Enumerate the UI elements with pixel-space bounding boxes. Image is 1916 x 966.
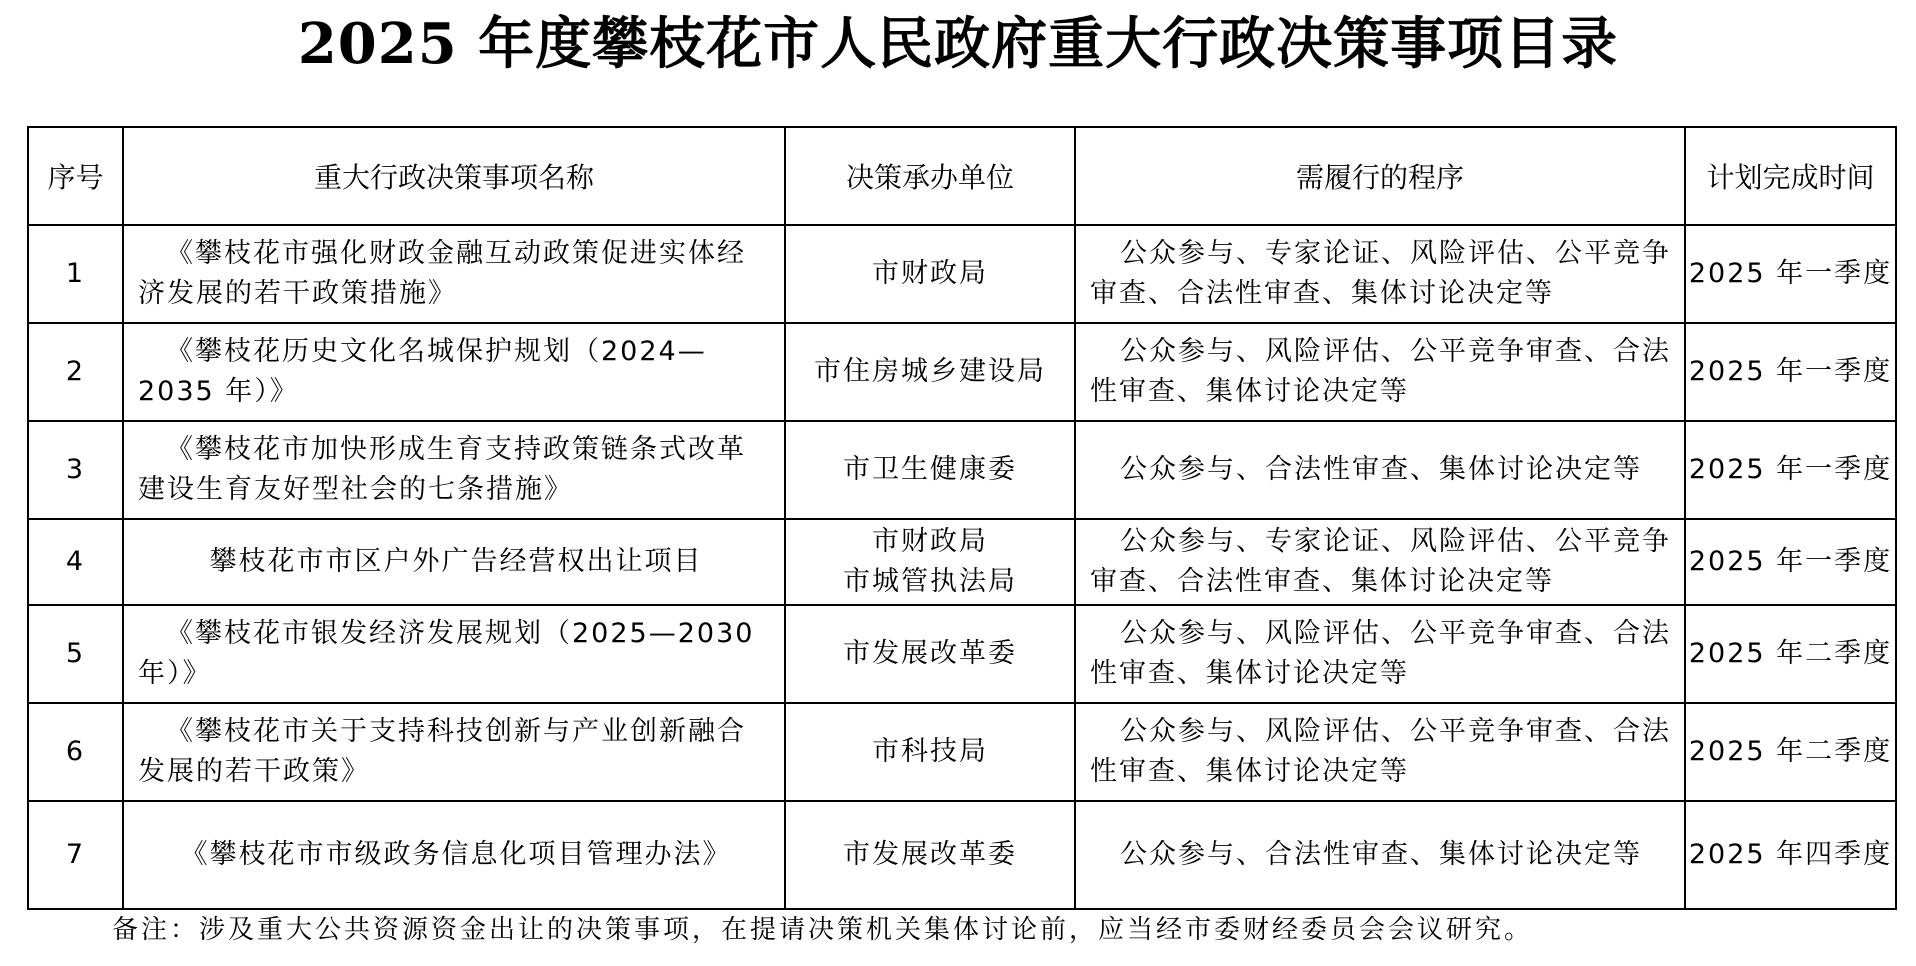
- cell-name: 《攀枝花市加快形成生育支持政策链条式改革建设生育友好型社会的七条措施》: [123, 421, 785, 519]
- table-row: [28, 225, 1896, 323]
- cell-no: 4: [28, 519, 123, 605]
- unit-line: 市科技局: [872, 736, 988, 767]
- table-row: [28, 421, 1896, 519]
- unit-line: 市财政局: [872, 258, 988, 289]
- cell-name: 《攀枝花市市级政务信息化项目管理办法》: [123, 801, 785, 909]
- cell-procedure: 公众参与、专家论证、风险评估、公平竞争审查、合法性审查、集体讨论决定等: [1075, 519, 1685, 605]
- page-title: 2025 年度攀枝花市人民政府重大行政决策事项目录: [297, 11, 1619, 77]
- cell-unit: [785, 519, 1075, 605]
- cell-procedure: 公众参与、风险评估、公平竞争审查、合法性审查、集体讨论决定等: [1075, 323, 1685, 421]
- unit-line: 市发展改革委: [843, 638, 1017, 669]
- header-no: 序号: [28, 127, 123, 225]
- cell-unit: [785, 225, 1075, 323]
- cell-time: 2025 年四季度: [1685, 801, 1896, 909]
- table-row: [28, 519, 1896, 605]
- cell-name: 攀枝花市市区户外广告经营权出让项目: [123, 519, 785, 605]
- cell-name: 《攀枝花历史文化名城保护规划（2024—2035 年）》: [123, 323, 785, 421]
- cell-procedure: 公众参与、风险评估、公平竞争审查、合法性审查、集体讨论决定等: [1075, 605, 1685, 703]
- cell-no: 7: [28, 801, 123, 909]
- table-row: [28, 801, 1896, 909]
- cell-time: 2025 年二季度: [1685, 703, 1896, 801]
- table-row: [28, 605, 1896, 703]
- cell-no: 6: [28, 703, 123, 801]
- cell-time: 2025 年一季度: [1685, 421, 1896, 519]
- cell-procedure: 公众参与、风险评估、公平竞争审查、合法性审查、集体讨论决定等: [1075, 703, 1685, 801]
- cell-time: 2025 年一季度: [1685, 323, 1896, 421]
- unit-line: 市卫生健康委: [843, 454, 1017, 485]
- cell-unit: [785, 421, 1075, 519]
- unit-line: 市发展改革委: [843, 839, 1017, 870]
- cell-unit: [785, 323, 1075, 421]
- decision-table: [27, 126, 1897, 910]
- table-row: [28, 703, 1896, 801]
- unit-line: 市财政局: [872, 526, 988, 557]
- cell-time: 2025 年一季度: [1685, 225, 1896, 323]
- cell-no: 5: [28, 605, 123, 703]
- header-procedure: 需履行的程序: [1075, 127, 1685, 225]
- unit-line: 市住房城乡建设局: [814, 356, 1046, 387]
- header-unit: 决策承办单位: [785, 127, 1075, 225]
- cell-unit: [785, 703, 1075, 801]
- cell-unit: [785, 605, 1075, 703]
- table-row: [28, 323, 1896, 421]
- cell-name: 《攀枝花市关于支持科技创新与产业创新融合发展的若干政策》: [123, 703, 785, 801]
- cell-no: 2: [28, 323, 123, 421]
- cell-time: 2025 年二季度: [1685, 605, 1896, 703]
- cell-procedure: 公众参与、专家论证、风险评估、公平竞争审查、合法性审查、集体讨论决定等: [1075, 225, 1685, 323]
- table-header-row: [28, 127, 1896, 225]
- cell-procedure: 公众参与、合法性审查、集体讨论决定等: [1075, 801, 1685, 909]
- footnote: 备注：涉及重大公共资源资金出让的决策事项，在提请决策机关集体讨论前，应当经市委财经委员会会议研究。: [112, 915, 1534, 945]
- cell-unit: [785, 801, 1075, 909]
- cell-name: 《攀枝花市强化财政金融互动政策促进实体经济发展的若干政策措施》: [123, 225, 785, 323]
- cell-no: 3: [28, 421, 123, 519]
- unit-line: 市城管执法局: [843, 566, 1017, 597]
- cell-time: 2025 年一季度: [1685, 519, 1896, 605]
- header-name: 重大行政决策事项名称: [123, 127, 785, 225]
- header-time: 计划完成时间: [1685, 127, 1896, 225]
- cell-name: 《攀枝花市银发经济发展规划（2025—2030 年）》: [123, 605, 785, 703]
- cell-no: 1: [28, 225, 123, 323]
- cell-procedure: 公众参与、合法性审查、集体讨论决定等: [1075, 421, 1685, 519]
